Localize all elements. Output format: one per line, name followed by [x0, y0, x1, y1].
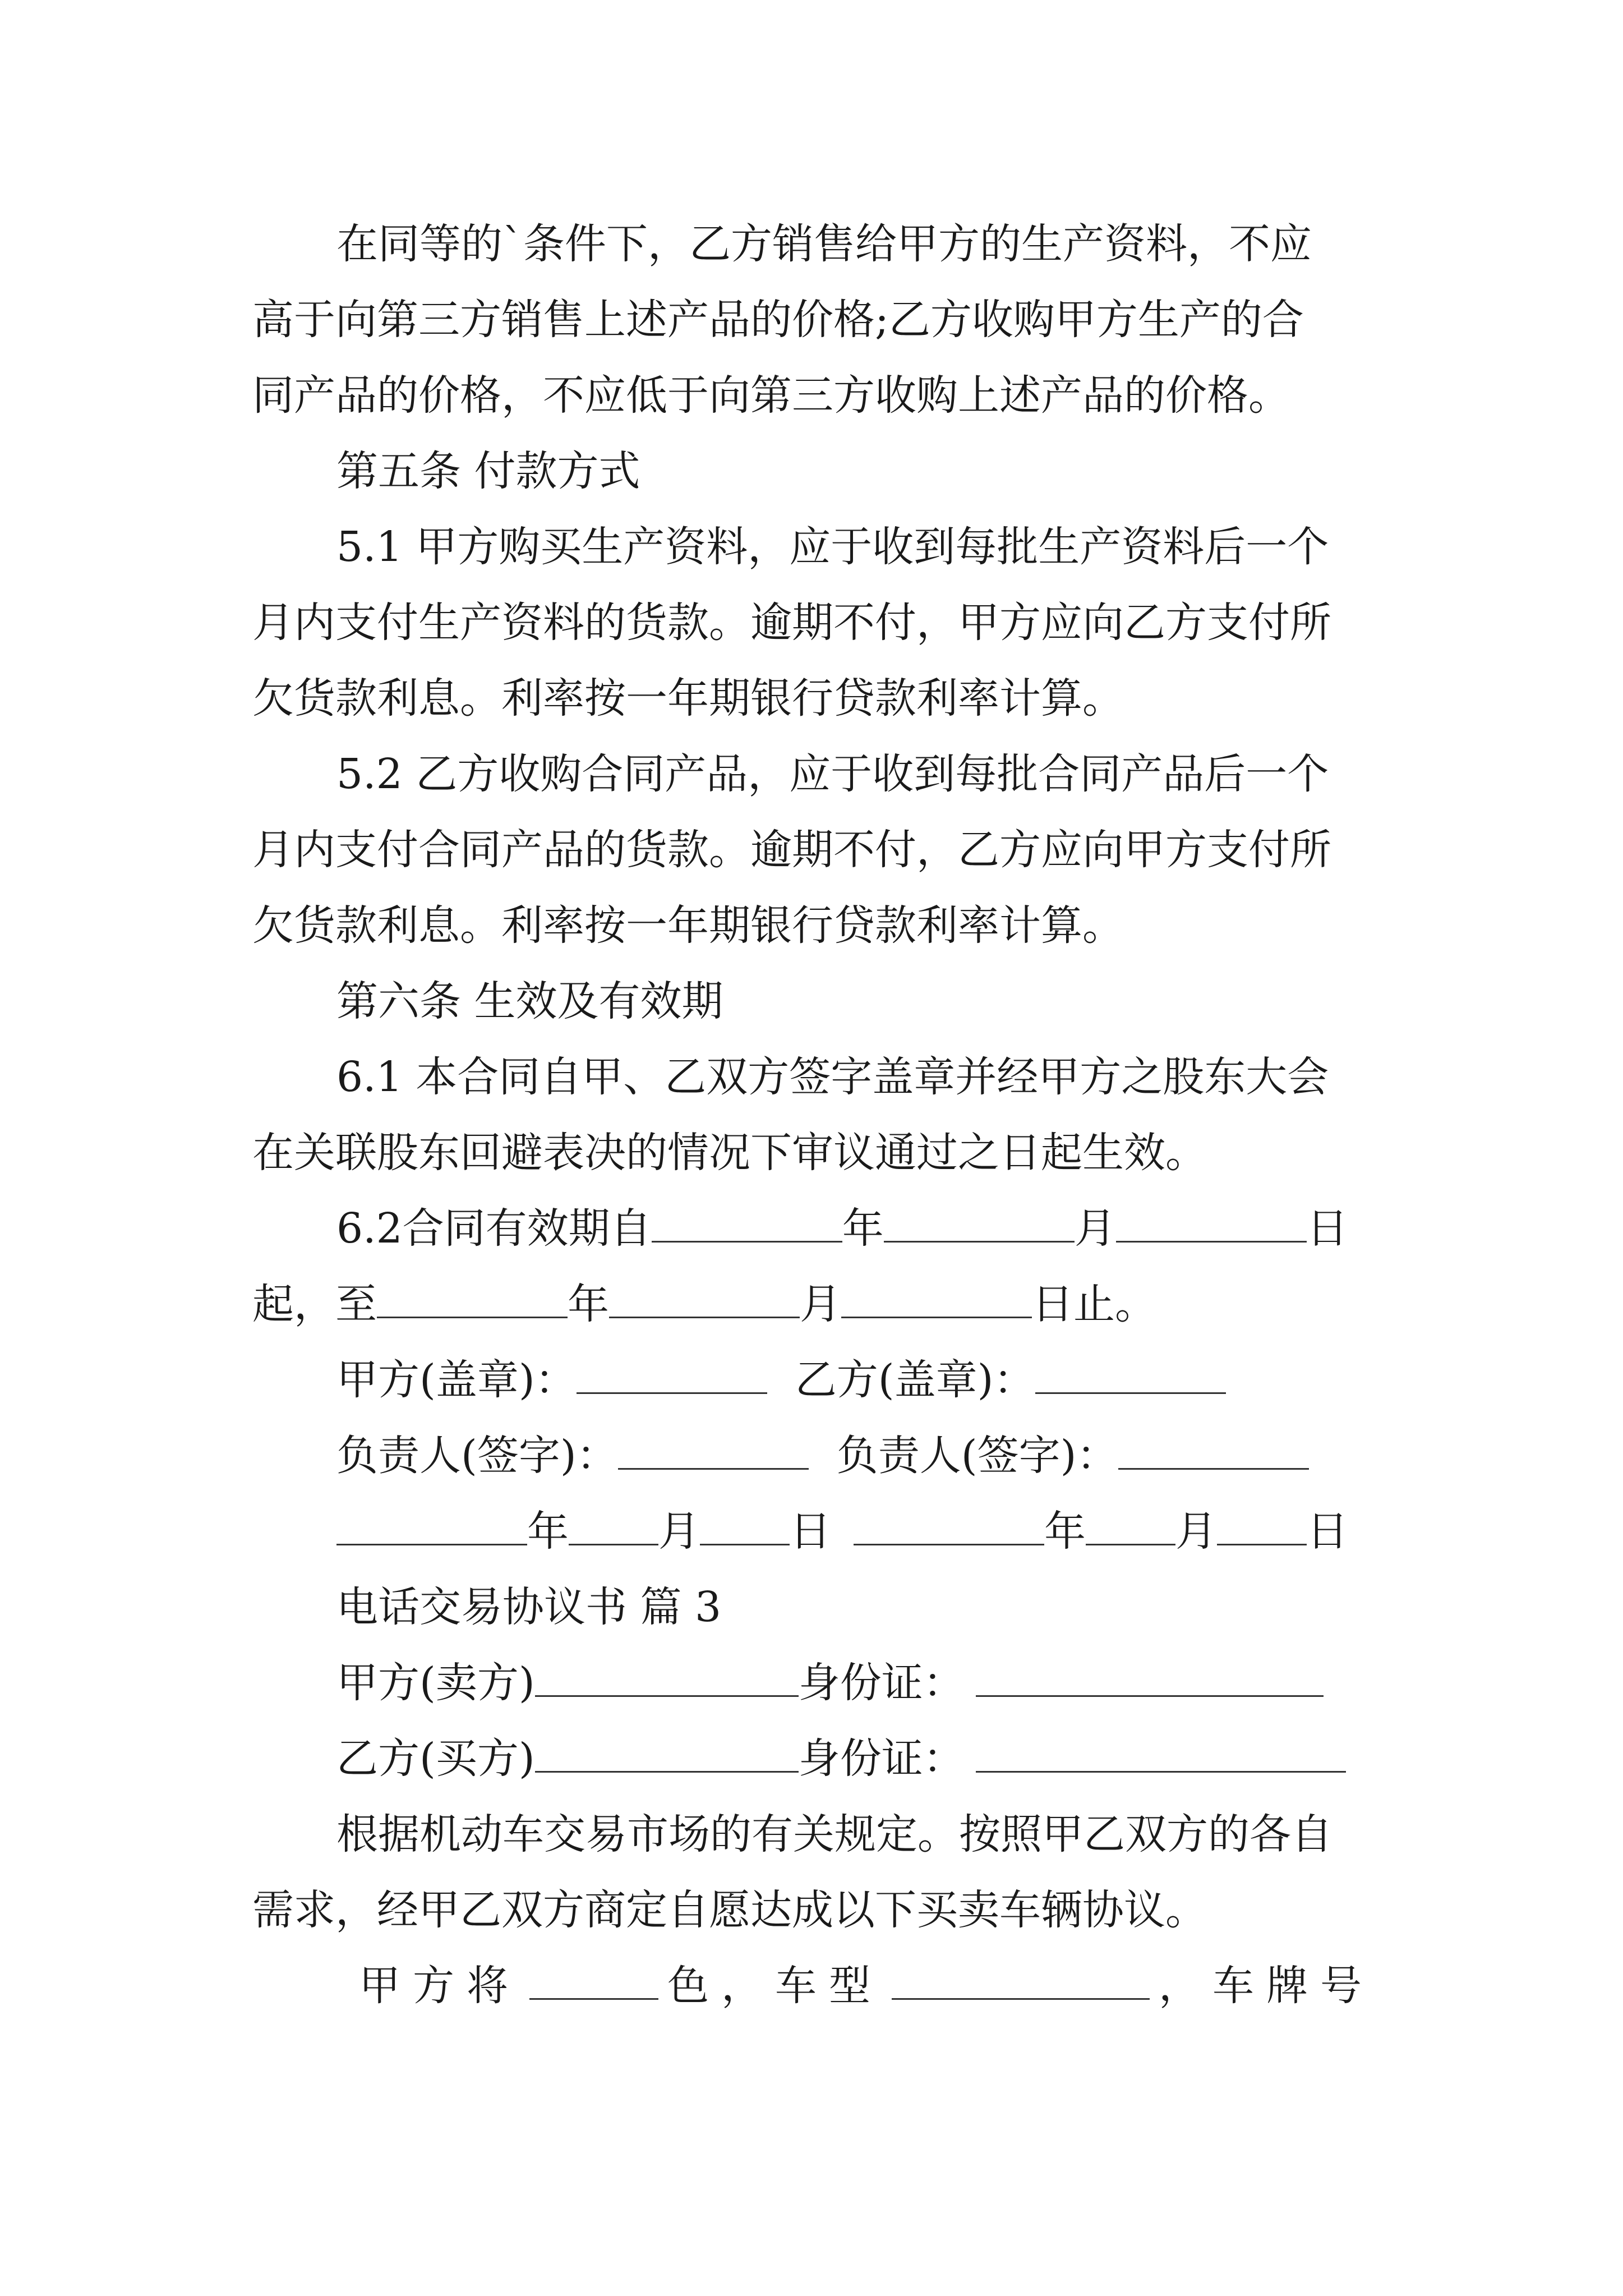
- leader-sign-a-label: 负责人(签字)：: [336, 1432, 618, 1480]
- party-b-seal-label: 乙方(盖章)：: [795, 1356, 1035, 1404]
- paragraph-line: 在关联股东回避表决的情况下审议通过之日起生效。: [252, 1129, 1207, 1177]
- car-color-field[interactable]: [529, 1959, 658, 2000]
- month-label: 月: [1074, 1204, 1116, 1253]
- section-heading: 第五条 付款方式: [336, 447, 640, 495]
- date-year-field-a[interactable]: [336, 1504, 527, 1545]
- date-line: [336, 1503, 1374, 1559]
- start-year-field[interactable]: [652, 1202, 842, 1243]
- paragraph-line: 5.1 甲方购买生产资料，应于收到每批生产资料后一个: [336, 523, 1329, 571]
- month-label: 月: [800, 1280, 841, 1328]
- paragraph-line: 欠货款利息。利率按一年期银行贷款利率计算。: [252, 674, 1124, 723]
- validity-line: [336, 1200, 1374, 1257]
- day-label: 日: [1306, 1204, 1348, 1253]
- year-label: 年: [568, 1280, 609, 1328]
- end-year-field[interactable]: [377, 1277, 568, 1318]
- leader-sign-b-label: 负责人(签字)：: [836, 1432, 1118, 1480]
- seller-label: 甲方(卖方): [336, 1659, 535, 1707]
- start-day-field[interactable]: [1116, 1202, 1307, 1243]
- date-day-field-a[interactable]: [700, 1504, 790, 1545]
- paragraph-line: 高于向第三方销售上述产品的价格;乙方收购甲方生产的合: [252, 296, 1304, 344]
- id-label: 身份证：: [798, 1734, 965, 1783]
- paragraph-line: 月内支付合同产品的货款。逾期不付，乙方应向甲方支付所: [252, 826, 1331, 874]
- car-model-field[interactable]: [892, 1959, 1150, 2000]
- car-line: [359, 1958, 1374, 2014]
- paragraph-line: 需求，经甲乙双方商定自愿达成以下买卖车辆协议。: [252, 1886, 1207, 1934]
- seal-line: [336, 1352, 1374, 1408]
- car-text-3: ，车牌号: [1159, 1962, 1374, 2010]
- party-a-seal-field[interactable]: [577, 1353, 767, 1394]
- leader-sign-a-field[interactable]: [618, 1429, 809, 1470]
- paragraph-line: 5.2 乙方收购合同产品，应于收到每批合同产品后一个: [336, 750, 1329, 798]
- party-b-seal-field[interactable]: [1035, 1353, 1226, 1394]
- day-label: 日: [1307, 1507, 1348, 1556]
- seller-line: [336, 1655, 1374, 1711]
- date-month-field-b[interactable]: [1086, 1504, 1175, 1545]
- year-label: 年: [527, 1507, 569, 1556]
- month-label: 月: [1175, 1507, 1217, 1556]
- seller-name-field[interactable]: [535, 1656, 799, 1697]
- end-month-field[interactable]: [609, 1277, 800, 1318]
- leader-sign-b-field[interactable]: [1118, 1429, 1309, 1470]
- date-day-field-b[interactable]: [1217, 1504, 1307, 1545]
- party-a-seal-label: 甲方(盖章)：: [336, 1356, 577, 1404]
- section-title: 电话交易协议书 篇 3: [336, 1583, 722, 1631]
- end-label: 日止。: [1032, 1280, 1156, 1328]
- buyer-label: 乙方(买方): [336, 1734, 535, 1783]
- car-text-2: 色，车型: [667, 1962, 883, 2010]
- id-label: 身份证：: [798, 1659, 965, 1707]
- year-label: 年: [1044, 1507, 1086, 1556]
- year-label: 年: [842, 1204, 884, 1253]
- section-heading: 第六条 生效及有效期: [336, 977, 723, 1025]
- paragraph-line: 同产品的价格，不应低于向第三方收购上述产品的价格。: [252, 371, 1290, 420]
- paragraph-line: 欠货款利息。利率按一年期银行贷款利率计算。: [252, 901, 1124, 950]
- start-month-field[interactable]: [884, 1202, 1075, 1243]
- day-label: 日: [790, 1507, 831, 1556]
- paragraph-line: 6.1 本合同自甲、乙双方签字盖章并经甲方之股东大会: [336, 1053, 1329, 1101]
- paragraph-line: 在同等的`条件下，乙方销售给甲方的生产资料，不应: [336, 220, 1312, 268]
- buyer-id-field[interactable]: [976, 1732, 1346, 1773]
- paragraph-line: 月内支付生产资料的货款。逾期不付，甲方应向乙方支付所: [252, 599, 1331, 647]
- buyer-line: [336, 1731, 1374, 1787]
- validity-to-label: 起，至: [252, 1280, 377, 1328]
- paragraph-line: 根据机动车交易市场的有关规定。按照甲乙双方的各自: [336, 1810, 1332, 1858]
- end-day-field[interactable]: [841, 1277, 1032, 1318]
- signature-line: [336, 1428, 1374, 1484]
- date-year-field-b[interactable]: [854, 1504, 1044, 1545]
- validity-line: [252, 1276, 1374, 1332]
- month-label: 月: [658, 1507, 700, 1556]
- date-month-field-a[interactable]: [569, 1504, 658, 1545]
- buyer-name-field[interactable]: [535, 1732, 799, 1773]
- car-text-1: 甲方将: [359, 1962, 520, 2010]
- seller-id-field[interactable]: [976, 1656, 1324, 1697]
- validity-prefix: 6.2合同有效期自: [336, 1204, 652, 1253]
